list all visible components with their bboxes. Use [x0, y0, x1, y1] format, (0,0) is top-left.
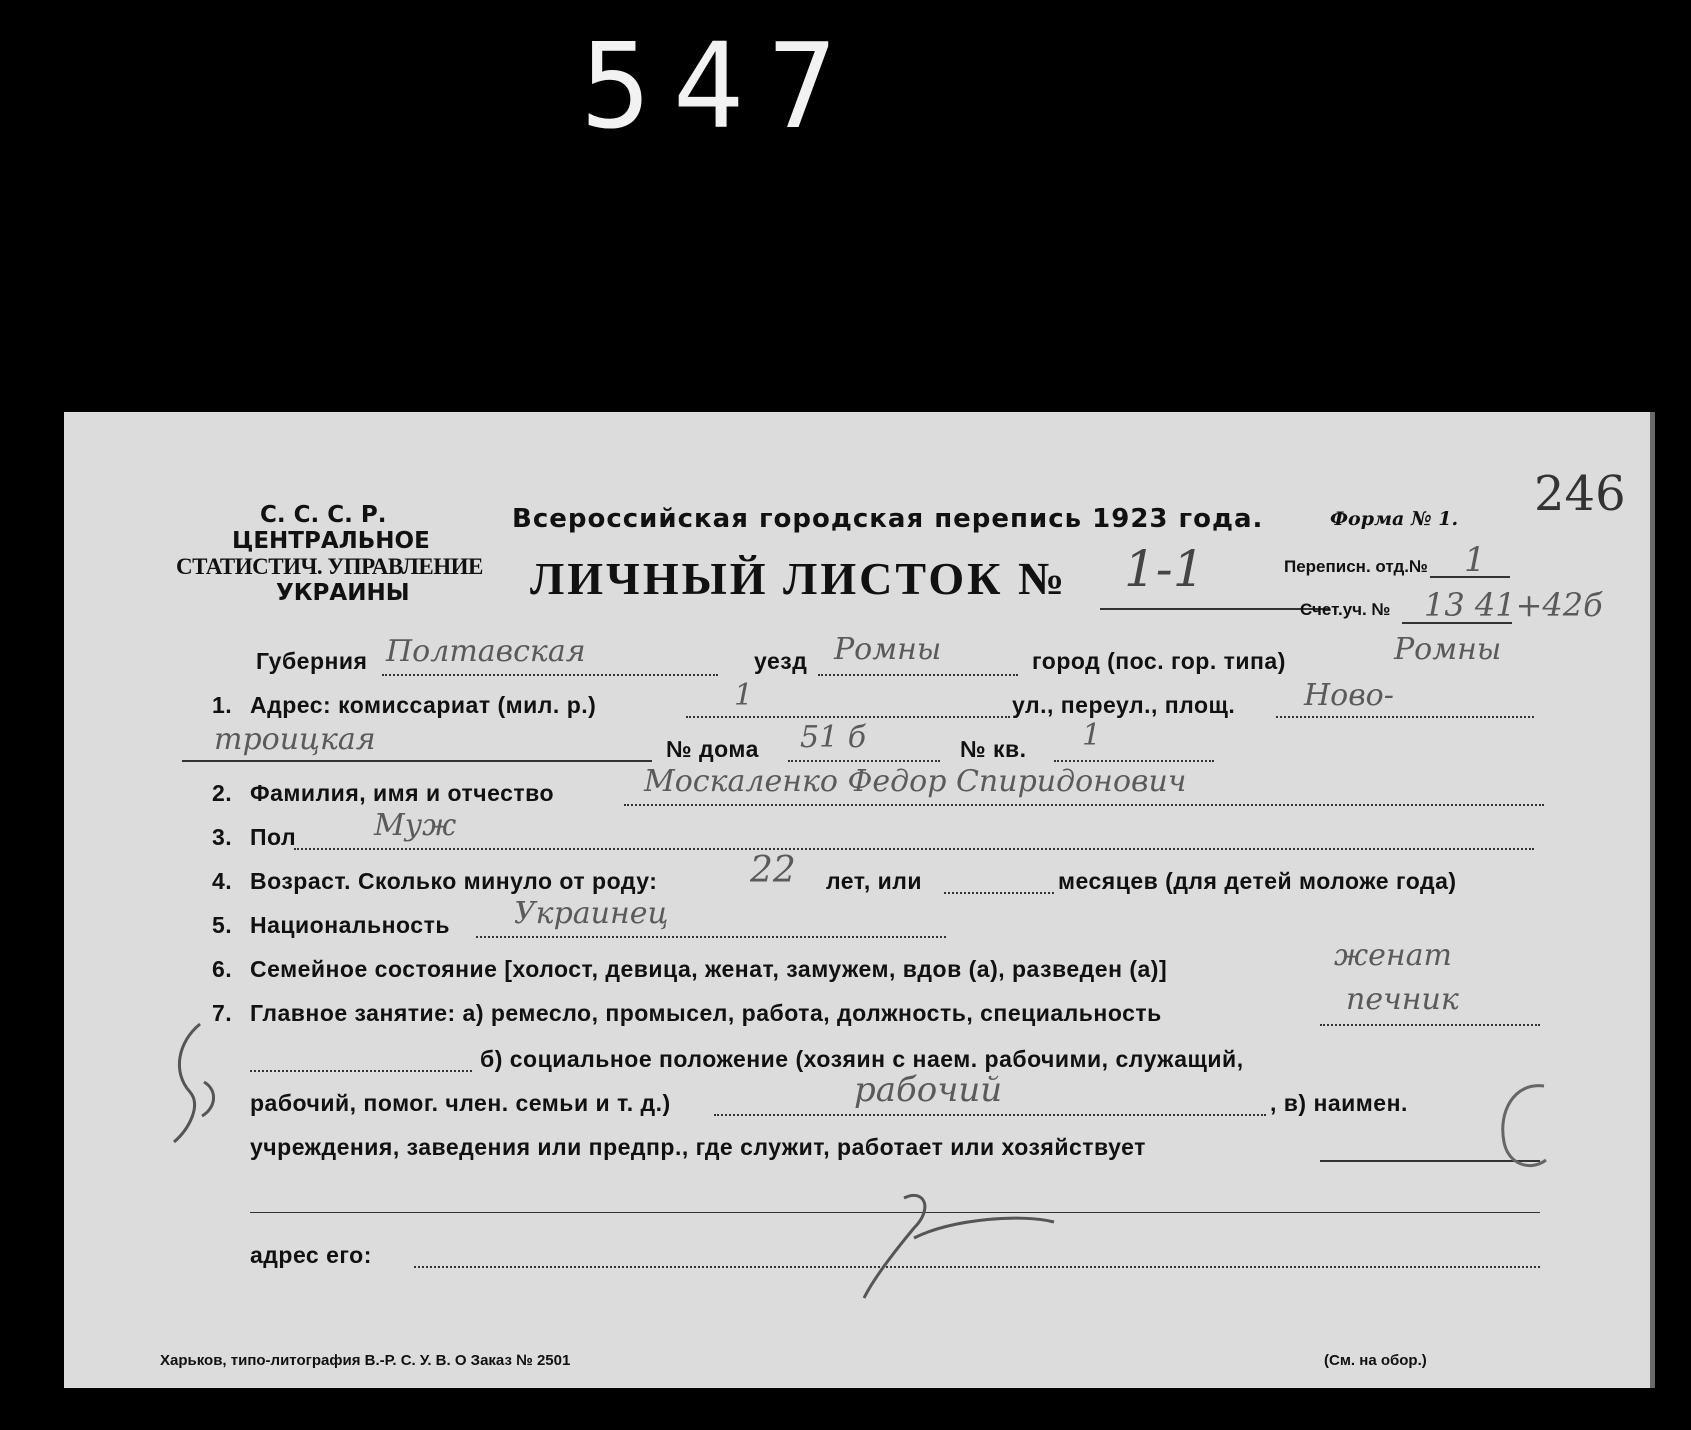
title-number-handwritten: 1-1	[1124, 540, 1205, 598]
q7-label-b1: б) социальное положение (хозяин с наем. рабочими, служащий,	[480, 1046, 1244, 1072]
uezd-label: уезд	[754, 648, 808, 674]
q7-occupation-line	[1320, 1024, 1540, 1026]
house-line	[788, 760, 940, 762]
q7-label-a: Главное занятие: а) ремесло, промысел, работа, должность, специальность	[250, 1000, 1162, 1026]
q5-number: 5.	[212, 912, 233, 938]
q1-street-handwritten: Ново-	[1304, 678, 1394, 713]
q2-handwritten: Москаленко Федор Спиридонович	[644, 764, 1187, 799]
count-area-line	[1402, 622, 1512, 624]
q3-number: 3.	[212, 824, 233, 850]
apt-line	[1054, 760, 1214, 762]
house-handwritten: 51 б	[800, 720, 867, 755]
title-number-line	[1100, 608, 1330, 610]
gubernia-line	[382, 674, 718, 676]
q5-line	[476, 936, 946, 938]
q7-label-d: учреждения, заведения или предпр., где служит, работает или хозяйствует	[250, 1134, 1146, 1160]
q7-label-c: , в) наимен.	[1270, 1090, 1408, 1116]
q1-street-handwritten-cont: троицкая	[214, 722, 376, 757]
census-header: Всероссийская городская перепись 1923 года.	[512, 504, 1264, 534]
q1-street-line	[1276, 716, 1534, 718]
q2-number: 2.	[212, 780, 233, 806]
q4-months-line	[944, 892, 1054, 894]
q4-label-b: лет, или	[826, 868, 922, 894]
q7-social-handwritten: рабочий	[854, 1070, 1003, 1110]
city-handwritten: Ромны	[1394, 632, 1502, 667]
q4-label-c: месяцев (для детей моложе года)	[1058, 868, 1457, 894]
apt-label: № кв.	[960, 736, 1027, 762]
uezd-line	[818, 674, 1018, 676]
q2-label: Фамилия, имя и отчество	[250, 780, 555, 806]
margin-pencil-mark	[160, 1012, 240, 1152]
org-line-2: ЦЕНТРАЛЬНОЕ	[232, 528, 430, 554]
q1-street-label: ул., переул., площ.	[1012, 692, 1236, 718]
q3-line	[294, 848, 1534, 850]
census-dept-label: Переписн. отд.№	[1284, 557, 1428, 576]
q7-social-line	[714, 1114, 1266, 1116]
house-label: № дома	[666, 736, 759, 762]
q7-label-b2: рабочий, помог. член. семьи и т. д.)	[250, 1090, 671, 1116]
count-area-label: Счет.уч. №	[1300, 600, 1391, 619]
gubernia-label: Губерния	[256, 648, 368, 674]
q1-number: 1.	[212, 692, 233, 718]
census-card	[64, 412, 1655, 1388]
org-line-1: С. С. С. Р.	[260, 502, 387, 528]
sheet-number-handwritten: 246	[1534, 466, 1626, 522]
q3-handwritten: Муж	[374, 808, 457, 843]
q7-number: 7.	[212, 1000, 233, 1026]
address-label: адрес его:	[250, 1242, 372, 1268]
form-number: Форма № 1.	[1330, 508, 1459, 530]
footer-see-reverse: (См. на обор.)	[1324, 1352, 1427, 1369]
q4-number: 4.	[212, 868, 233, 894]
page-title: ЛИЧНЫЙ ЛИСТОК №	[530, 553, 1068, 604]
org-line-3: СТАТИСТИЧ. УПРАВЛЕНИЕ	[176, 554, 483, 579]
q4-years-handwritten: 22	[750, 850, 796, 891]
q2-line	[624, 804, 1544, 806]
q7-occupation-handwritten: печник	[1346, 982, 1459, 1017]
q4-label-a: Возраст. Сколько минуло от роду:	[250, 868, 658, 894]
q1-street-line-cont	[182, 760, 652, 762]
city-label: город (пос. гор. типа)	[1032, 648, 1286, 674]
right-margin-mark	[1484, 1072, 1564, 1182]
pencil-scribble	[844, 1178, 1064, 1308]
q6-number: 6.	[212, 956, 233, 982]
q3-label: Пол	[250, 824, 297, 850]
q6-handwritten: женат	[1334, 938, 1452, 973]
q1-commissariat-line	[686, 716, 1010, 718]
apt-handwritten: 1	[1082, 718, 1102, 753]
q7-prefix-line	[250, 1070, 472, 1072]
q1-commissariat-handwritten: 1	[734, 678, 754, 713]
uezd-handwritten: Ромны	[834, 632, 942, 667]
q6-label: Семейное состояние [холост, девица, женат, замужем, вдов (а), разведен (а)]	[250, 956, 1168, 982]
census-dept-line	[1430, 576, 1510, 578]
q5-handwritten: Украинец	[514, 896, 669, 931]
q1-label: Адрес: комиссариат (мил. р.)	[250, 692, 597, 718]
count-area-handwritten: 13 41+42б	[1424, 586, 1603, 624]
gubernia-handwritten: Полтавская	[386, 634, 586, 669]
footer-printer: Харьков, типо-литография В.-Р. С. У. В. О Заказ № 2501	[160, 1352, 571, 1369]
org-line-4: УКРАИНЫ	[276, 580, 410, 606]
census-dept-handwritten: 1	[1464, 540, 1486, 580]
q5-label: Национальность	[250, 912, 450, 938]
frame-number: 547	[580, 18, 860, 156]
